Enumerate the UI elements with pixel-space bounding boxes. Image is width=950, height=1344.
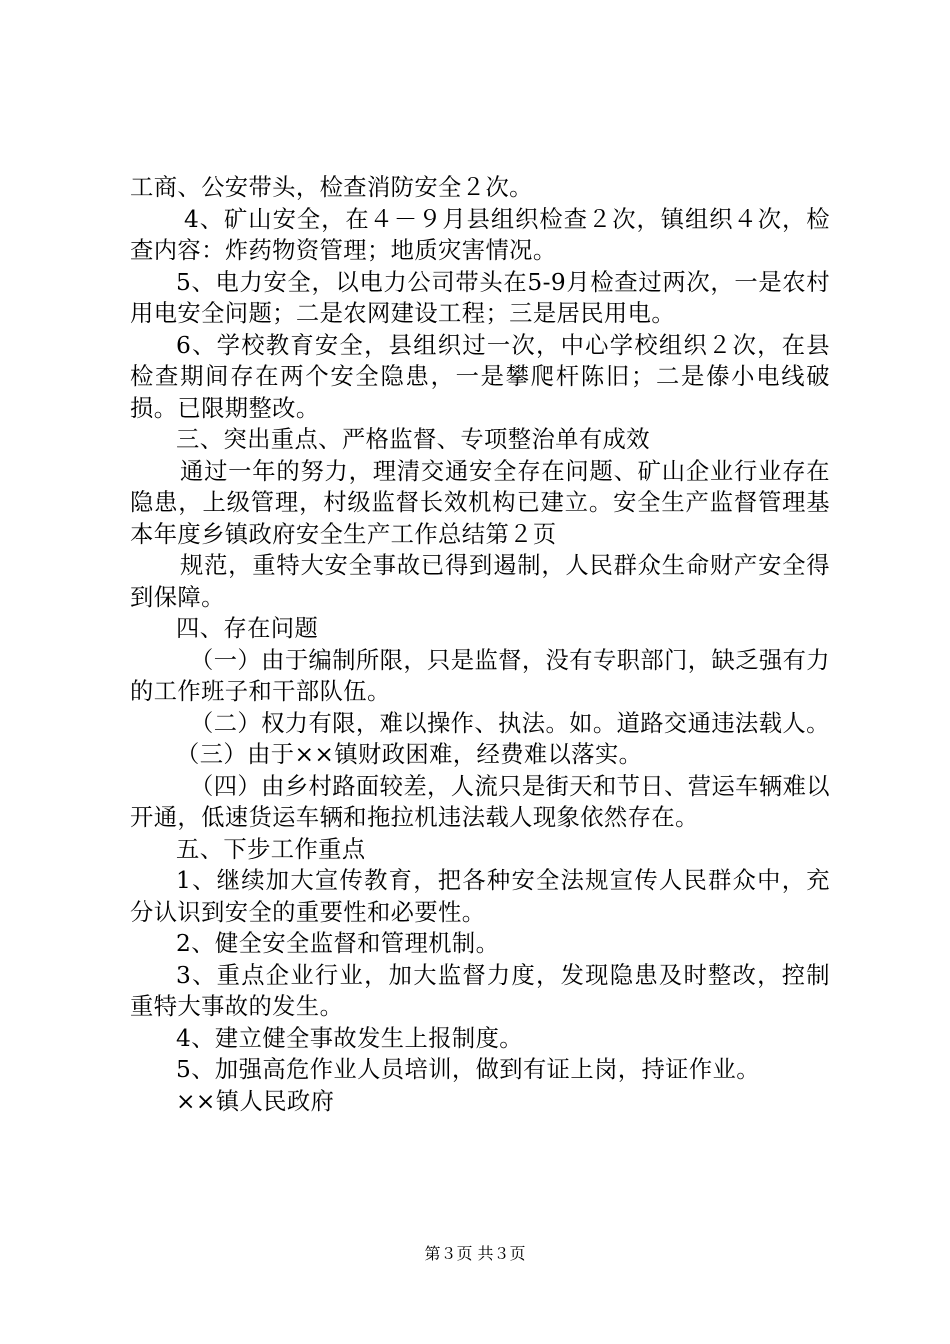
paragraph-school-safety: 6、学校教育安全，县组织过一次，中心学校组织２次，在县检查期间存在两个安全隐患，一是攀爬杆陈旧；二是傣小电线破损。已限期整改。 xyxy=(130,331,830,422)
paragraph-fire-safety-tail: 工商、公安带头，检查消防安全２次。 xyxy=(130,174,533,201)
problem-item-4: （四）由乡村路面较差，人流只是街天和节日、营运车辆难以开通，低速货运车辆和拖拉机违法载人现象依然存在。 xyxy=(130,772,830,831)
paragraph-results-continued: 规范，重特大安全事故已得到遏制，人民群众生命财产安全得到保障。 xyxy=(130,552,830,611)
section-heading-4: 四、存在问题 xyxy=(176,615,319,642)
next-step-item-3: 3、重点企业行业，加大监督力度，发现隐患及时整改，控制重特大事故的发生。 xyxy=(130,961,830,1020)
problem-item-1: （一）由于编制所限，只是监督，没有专职部门，缺乏强有力的工作班子和干部队伍。 xyxy=(130,646,830,705)
page-number-footer: 第３页 共３页 xyxy=(424,1244,526,1263)
paragraph-results: 通过一年的努力，理清交通安全存在问题、矿山企业行业存在隐患，上级管理，村级监督长效机构已建立。安全生产监督管理基本年度乡镇政府安全生产工作总结第２页 xyxy=(130,457,830,548)
document-body xyxy=(130,172,830,1117)
problem-item-2: （二）权力有限，难以操作、执法。如。道路交通违法载人。 xyxy=(190,709,830,737)
section-heading-5: 五、下步工作重点 xyxy=(176,835,366,863)
problem-item-3: （三）由于××镇财政困难，经费难以落实。 xyxy=(176,741,643,768)
next-step-item-1: 1、继续加大宣传教育，把各种安全法规宣传人民群众中，充分认识到安全的重要性和必要性。 xyxy=(130,867,830,926)
paragraph-mine-safety: 4、矿山安全，在４－９月县组织检查２次，镇组织４次，检查内容：炸药物资管理；地质灾害情况。 xyxy=(130,205,830,264)
signature-organization: ××镇人民政府 xyxy=(176,1087,335,1115)
next-step-item-2: 2、健全安全监督和管理机制。 xyxy=(176,930,500,957)
paragraph-power-safety: 5、电力安全，以电力公司带头在5-9月检查过两次，一是农村用电安全问题；二是农网建设工程；三是居民用电。 xyxy=(130,268,830,327)
section-heading-3: 三、突出重点、严格监督、专项整治单有成效 xyxy=(176,426,650,453)
next-step-item-4: 4、建立健全事故发生上报制度。 xyxy=(176,1024,523,1052)
next-step-item-5: 5、加强高危作业人员培训，做到有证上岗，持证作业。 xyxy=(176,1056,760,1083)
